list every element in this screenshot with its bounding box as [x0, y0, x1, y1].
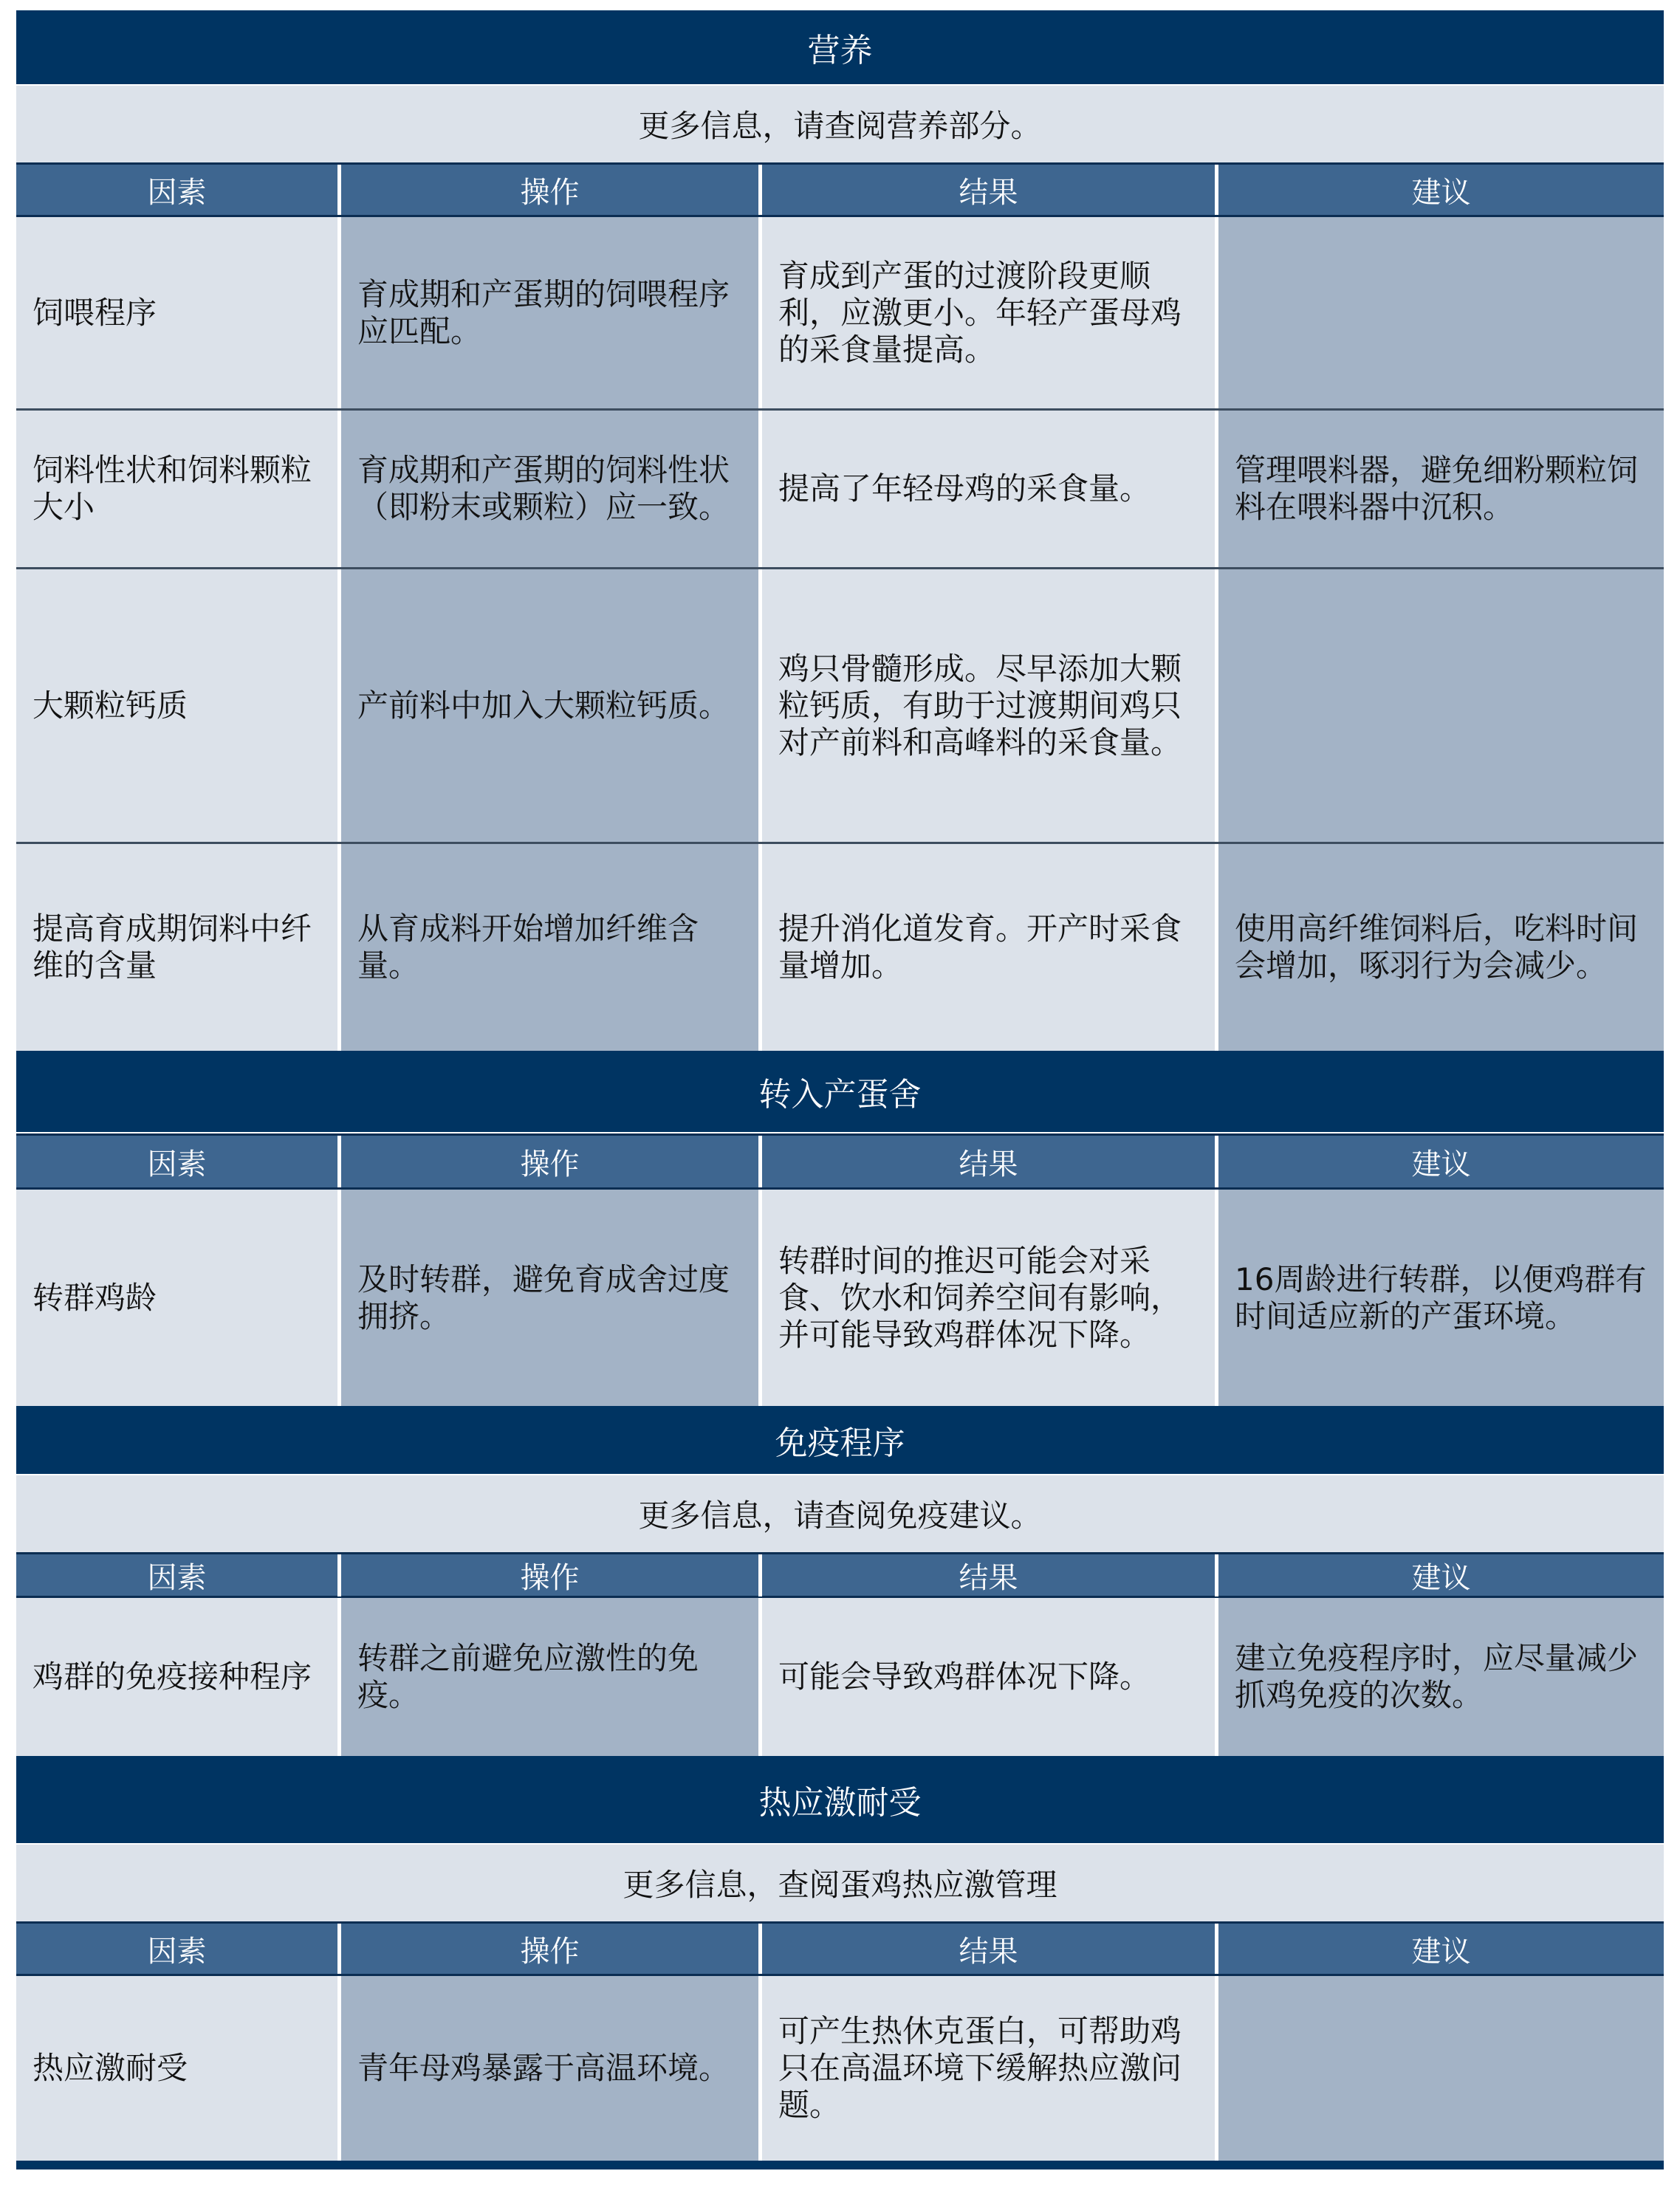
- header-advice: 建议: [1215, 1136, 1664, 1187]
- cell-factor: 鸡群的免疫接种程序: [16, 1598, 337, 1756]
- cell-result: 鸡只骨髓形成。尽早添加大颗粒钙质，有助于过渡期间鸡只对产前料和高峰料的采食量。: [758, 569, 1215, 842]
- cell-factor: 饲料性状和饲料颗粒大小: [16, 411, 337, 567]
- header-advice: 建议: [1215, 1924, 1664, 1974]
- header-factor: 因素: [147, 1561, 207, 1595]
- cell-action: 及时转群，避免育成舍过度拥挤。: [337, 1190, 758, 1406]
- column-header-row: [16, 1133, 1664, 1190]
- table-bottom-bar: [16, 2161, 1664, 2169]
- table-row: [16, 844, 1664, 1051]
- cell-result: 转群时间的推迟可能会对采食、饮水和饲养空间有影响，并可能导致鸡群体况下降。: [758, 1190, 1215, 1406]
- cell-action: 育成期和产蛋期的饲料性状（即粉末或颗粒）应一致。: [337, 411, 758, 567]
- header-action: 操作: [337, 165, 758, 215]
- cell-advice: 建立免疫程序时，应尽量减少抓鸡免疫的次数。: [1215, 1598, 1664, 1756]
- header-action: 操作: [337, 1554, 758, 1596]
- header-factor: 因素: [147, 1934, 207, 1969]
- header-action: 操作: [337, 1924, 758, 1974]
- column-header-row: [16, 1552, 1664, 1598]
- header-factor: 因素: [147, 1147, 207, 1181]
- table-row: [16, 217, 1664, 411]
- cell-action: 青年母鸡暴露于高温环境。: [337, 1976, 758, 2161]
- header-advice: 建议: [1215, 1554, 1664, 1596]
- table-row: [16, 569, 1664, 844]
- cell-factor: 饲喂程序: [16, 217, 337, 408]
- cell-advice: 使用高纤维饲料后，吃料时间会增加，啄羽行为会减少。: [1215, 844, 1664, 1051]
- header-advice: 建议: [1215, 165, 1664, 215]
- table-row: [16, 411, 1664, 569]
- cell-result: 可能会导致鸡群体况下降。: [758, 1598, 1215, 1756]
- cell-result: 提高了年轻母鸡的采食量。: [758, 411, 1215, 567]
- section-title-transfer: 转入产蛋舍: [16, 1051, 1664, 1133]
- section-title-nutrition: 营养: [16, 10, 1664, 86]
- section-title-immunization: 免疫程序: [16, 1406, 1664, 1475]
- section-info-heat-stress: 更多信息，查阅蛋鸡热应激管理: [16, 1845, 1664, 1921]
- cell-factor: 转群鸡龄: [16, 1190, 337, 1406]
- cell-factor: 热应激耐受: [16, 1976, 337, 2161]
- cell-advice: 管理喂料器，避免细粉颗粒饲料在喂料器中沉积。: [1215, 411, 1664, 567]
- cell-action: 育成期和产蛋期的饲喂程序应匹配。: [337, 217, 758, 408]
- section-info-nutrition: 更多信息，请查阅营养部分。: [16, 86, 1664, 162]
- cell-factor: 提高育成期饲料中纤维的含量: [16, 844, 337, 1051]
- cell-factor: 大颗粒钙质: [16, 569, 337, 842]
- cell-advice: 16周龄进行转群，以便鸡群有时间适应新的产蛋环境。: [1215, 1190, 1664, 1406]
- section-title-heat-stress: 热应激耐受: [16, 1756, 1664, 1845]
- column-header-row: [16, 162, 1664, 217]
- table-row: [16, 1598, 1664, 1756]
- cell-action: 转群之前避免应激性的免疫。: [337, 1598, 758, 1756]
- cell-action: 从育成料开始增加纤维含量。: [337, 844, 758, 1051]
- column-header-row: [16, 1921, 1664, 1976]
- cell-result: 育成到产蛋的过渡阶段更顺利，应激更小。年轻产蛋母鸡的采食量提高。: [758, 217, 1215, 408]
- cell-action: 产前料中加入大颗粒钙质。: [337, 569, 758, 842]
- header-result: 结果: [758, 1554, 1215, 1596]
- cell-result: 可产生热休克蛋白，可帮助鸡只在高温环境下缓解热应激问题。: [758, 1976, 1215, 2161]
- cell-advice: [1215, 217, 1664, 408]
- header-factor: 因素: [147, 175, 207, 210]
- section-info-immunization: 更多信息，请查阅免疫建议。: [16, 1475, 1664, 1552]
- header-result: 结果: [758, 1136, 1215, 1187]
- cell-advice: [1215, 1976, 1664, 2161]
- cell-advice: [1215, 569, 1664, 842]
- table-row: [16, 1190, 1664, 1406]
- header-action: 操作: [337, 1136, 758, 1187]
- header-result: 结果: [758, 165, 1215, 215]
- factor-table: [16, 10, 1664, 2169]
- table-row: [16, 1976, 1664, 2161]
- cell-result: 提升消化道发育。开产时采食量增加。: [758, 844, 1215, 1051]
- header-result: 结果: [758, 1924, 1215, 1974]
